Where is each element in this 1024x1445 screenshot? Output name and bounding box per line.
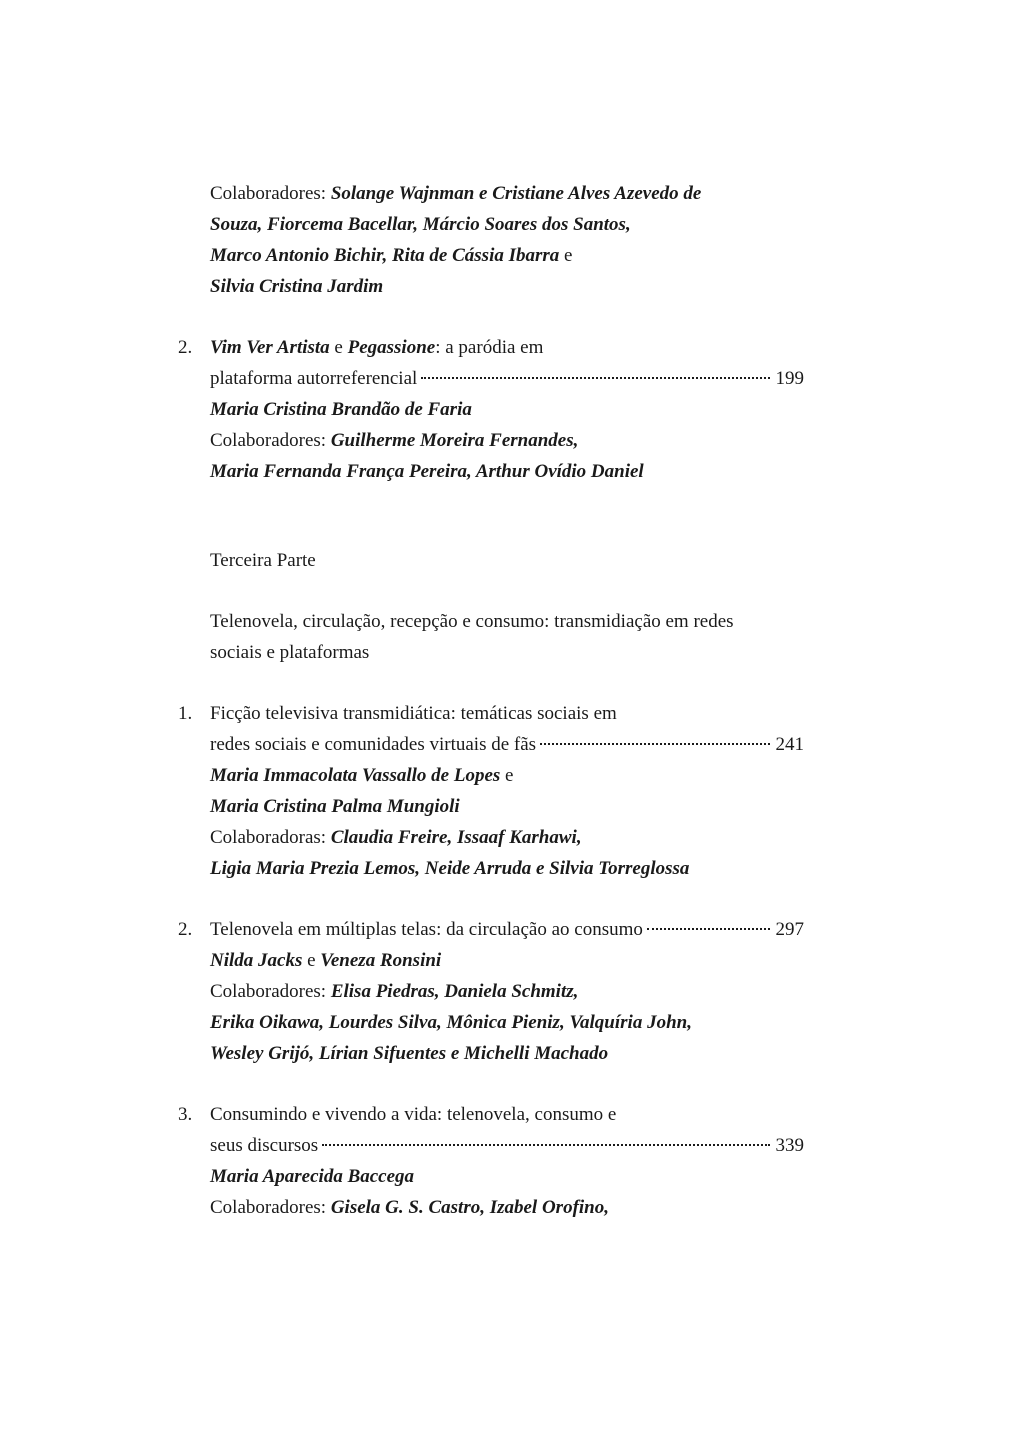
dot-leader — [540, 743, 769, 745]
entry-title-line — [0, 698, 814, 729]
table-of-contents — [0, 178, 1024, 1223]
part-label: Terceira Parte — [210, 550, 316, 571]
author-name: Nilda Jacks — [210, 950, 303, 971]
text-line — [0, 822, 814, 853]
title-italic: Pegassione — [347, 337, 436, 358]
entry-author: Maria Cristina Brandão de Faria — [210, 399, 472, 420]
title-text: plataforma autorreferencial — [210, 368, 418, 389]
entry-title-line — [0, 332, 814, 363]
part-title: Telenovela, circulação, recepção e consumo: transmidiação em redes — [210, 611, 734, 632]
conjunction: e — [302, 950, 321, 971]
collaborators-label: Colaboradores: — [210, 183, 331, 204]
conjunction: e — [500, 765, 514, 786]
text-line — [0, 976, 814, 1007]
entry-author — [0, 760, 814, 791]
entry-author: Maria Aparecida Baccega — [210, 1166, 415, 1187]
title-text: Telenovela em múltiplas telas: da circulação ao consumo — [210, 919, 643, 940]
entry-title-line — [0, 914, 814, 945]
collaborator-names: Guilherme Moreira Fernandes, — [330, 430, 579, 451]
dot-leader — [322, 1144, 769, 1146]
page-number: 241 — [775, 734, 804, 755]
collaborator-names: Ligia Maria Prezia Lemos, Neide Arruda e Silvia Torreglossa — [210, 858, 690, 879]
title-text: redes sociais e comunidades virtuais de fãs — [210, 734, 537, 755]
dot-leader — [421, 377, 769, 379]
toc-entry — [0, 698, 1024, 884]
title-text: Ficção televisiva transmidiática: temáticas sociais em — [210, 703, 617, 724]
title-italic: Vim Ver Artista — [210, 337, 330, 358]
toc-entry — [0, 914, 1024, 1069]
collaborators-label: Colaboradores: — [210, 1197, 331, 1218]
entry-title-line — [0, 729, 814, 760]
leader-line — [210, 729, 804, 760]
collaborator-names: Souza, Fiorcema Bacellar, Márcio Soares dos Santos, — [210, 214, 631, 235]
entry-number: 3. — [178, 1104, 193, 1125]
collaborator-names: Claudia Freire, Issaaf Karhawi, — [330, 827, 582, 848]
page-number: 339 — [775, 1135, 804, 1156]
entry-title-line — [0, 363, 814, 394]
text-line — [0, 425, 814, 456]
text-line — [0, 240, 814, 271]
title-text: e — [329, 337, 348, 358]
collaborator-names: Marco Antonio Bichir, Rita de Cássia Ibarra — [210, 245, 560, 266]
collaborator-names: Erika Oikawa, Lourdes Silva, Mônica Pieniz, Valquíria John, — [210, 1012, 692, 1033]
page-number: 199 — [775, 368, 804, 389]
entry-number: 2. — [178, 337, 193, 358]
page-number: 297 — [775, 919, 804, 940]
contributors-block — [0, 178, 1024, 302]
part-heading — [0, 545, 1024, 668]
collaborator-names: Silvia Cristina Jardim — [210, 276, 384, 297]
entry-number: 1. — [178, 703, 193, 724]
leader-line — [210, 1130, 804, 1161]
collaborators-label: Colaboradores: — [210, 430, 331, 451]
entry-author — [0, 945, 814, 976]
dot-leader — [647, 928, 770, 930]
entry-title-line — [0, 1099, 814, 1130]
title-text: : a paródia em — [435, 337, 544, 358]
collaborator-names: Maria Fernanda França Pereira, Arthur Ovídio Daniel — [210, 461, 644, 482]
collaborator-names: Gisela G. S. Castro, Izabel Orofino, — [330, 1197, 609, 1218]
entry-title-line — [0, 1130, 814, 1161]
author-name: Veneza Ronsini — [320, 950, 442, 971]
entry-author: Maria Cristina Palma Mungioli — [210, 796, 460, 817]
toc-entry — [0, 332, 1024, 487]
toc-entry — [0, 1099, 1024, 1223]
title-text: seus discursos — [210, 1135, 319, 1156]
entry-number: 2. — [178, 919, 193, 940]
leader-line — [210, 914, 804, 945]
collaborators-label: Colaboradoras: — [210, 827, 331, 848]
title-text: Consumindo e vivendo a vida: telenovela, consumo e — [210, 1104, 617, 1125]
conjunction: e — [559, 245, 573, 266]
collaborator-names: Elisa Piedras, Daniela Schmitz, — [330, 981, 579, 1002]
author-name: Maria Immacolata Vassallo de Lopes — [210, 765, 501, 786]
part-title: sociais e plataformas — [210, 642, 370, 663]
collaborator-names: Wesley Grijó, Lírian Sifuentes e Michelli Machado — [210, 1043, 609, 1064]
leader-line — [210, 363, 804, 394]
text-line — [0, 178, 814, 209]
text-line — [0, 1192, 814, 1223]
collaborator-names: Solange Wajnman e Cristiane Alves Azevedo de — [330, 183, 702, 204]
collaborators-label: Colaboradores: — [210, 981, 331, 1002]
